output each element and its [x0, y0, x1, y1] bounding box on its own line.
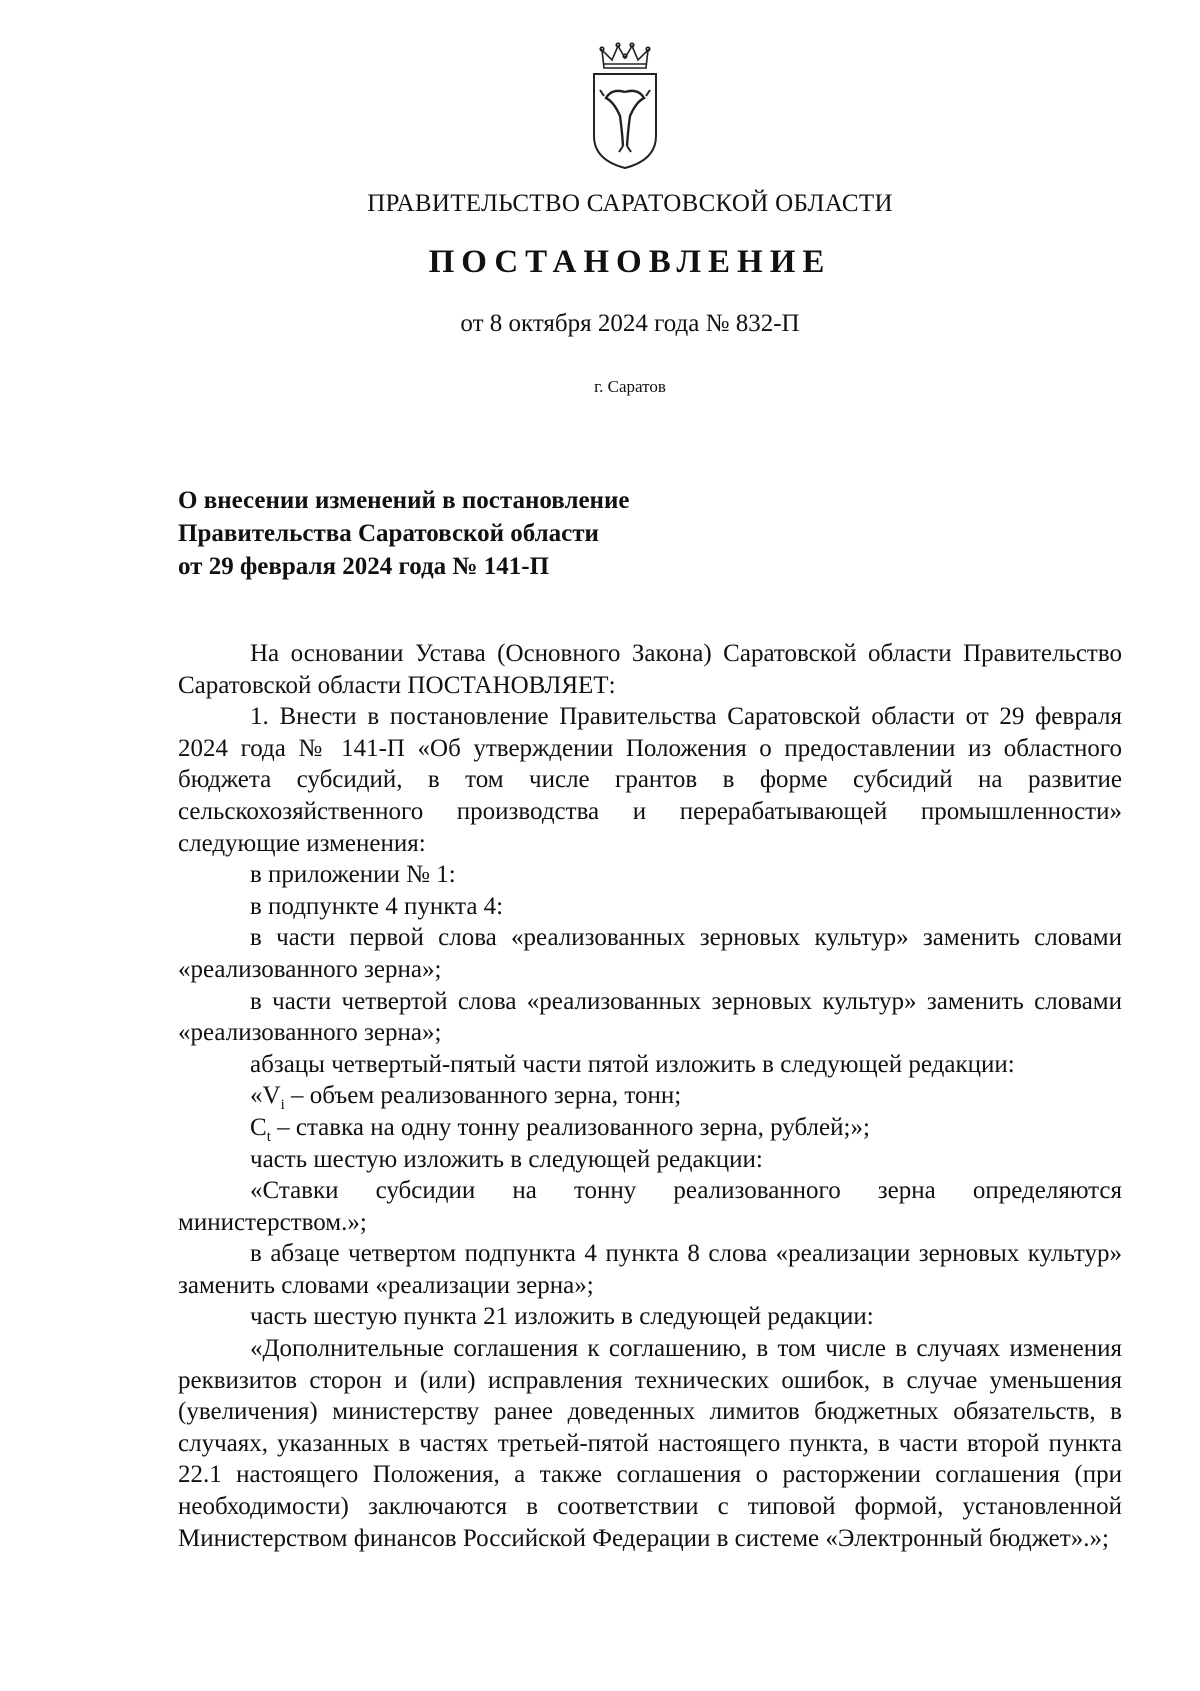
body-paragraph: в подпункте 4 пункта 4:: [250, 892, 504, 920]
document-subject: [178, 484, 878, 583]
body-paragraph: в абзаце четвертом подпункта 4 пункта 8 слова «реализации зерновых культур» заменить словами «реализации зерна»;: [178, 1240, 1122, 1299]
document-date-number: от 8 октября 2024 года № 832-П: [460, 310, 800, 337]
formula-definition: [178, 1112, 1122, 1144]
body-paragraph: «Дополнительные соглашения к соглашению, в том числе в случаях изменения реквизитов сторон и (или) исправления технических ошибок, в случае уменьшения (увеличения) министерству ранее доведенных лимитов бюджетных обязательств, в случаях, указанных в частях третьей-пятой настоящего пункта, в части второй пункта 22.1 настоящего Положения, а также соглашения о расторжении соглашения (при необходимости) заключаются в соответствии с типовой формой, установленной Министерством финансов Российской Федерации в системе «Электронный бюджет».»;: [178, 1335, 1122, 1552]
subject-line: Правительства Саратовской области: [178, 520, 599, 547]
formula-subscript: t: [266, 1128, 271, 1145]
body-paragraph: абзацы четвертый-пятый части пятой изложить в следующей редакции:: [250, 1050, 1015, 1078]
formula-text: – объем реализованного зерна, тонн;: [284, 1082, 682, 1110]
subject-line: О внесении изменений в постановление: [178, 487, 630, 514]
subject-line: от 29 февраля 2024 года № 141-П: [178, 553, 550, 580]
body-paragraph: в части четвертой слова «реализованных зерновых культур» заменить словами «реализованного зерна»;: [178, 987, 1122, 1047]
formula-symbol: «V: [250, 1082, 281, 1110]
body-paragraph: На основании Устава (Основного Закона) Саратовской области Правительство Саратовской области ПОСТАНОВЛЯЕТ:: [178, 640, 1122, 699]
document-body: [178, 638, 1122, 1554]
body-paragraph: в приложении № 1:: [250, 861, 456, 889]
formula-definition: [178, 1080, 1122, 1112]
body-paragraph: часть шестую пункта 21 изложить в следующей редакции:: [250, 1303, 874, 1331]
coat-of-arms-icon: [590, 40, 660, 170]
document-type-title: ПОСТАНОВЛЕНИЕ: [428, 244, 832, 280]
formula-text: – ставка на одну тонну реализованного зерна, рублей;»;: [270, 1113, 870, 1141]
body-paragraph: часть шестую изложить в следующей редакции:: [250, 1145, 763, 1173]
body-paragraph: в части первой слова «реализованных зерновых культур» заменить словами «реализованного зерна»;: [178, 924, 1122, 983]
body-paragraph: «Ставки субсидии на тонну реализованного зерна определяются министерством.»;: [178, 1177, 1122, 1236]
formula-symbol: C: [250, 1113, 267, 1141]
formula-subscript: i: [280, 1097, 285, 1114]
body-paragraph: 1. Внести в постановление Правительства Саратовской области от 29 февраля 2024 года № 141-П «Об утверждении Положения о предоставлении из областного бюджета субсидий, в том числе грантов в форме субсидий на развитие сельскохозяйственного производства и перерабатывающей промышленности» следующие изменения:: [178, 703, 1122, 857]
government-name: ПРАВИТЕЛЬСТВО САРАТОВСКОЙ ОБЛАСТИ: [367, 190, 893, 217]
document-city: г. Саратов: [594, 377, 666, 396]
